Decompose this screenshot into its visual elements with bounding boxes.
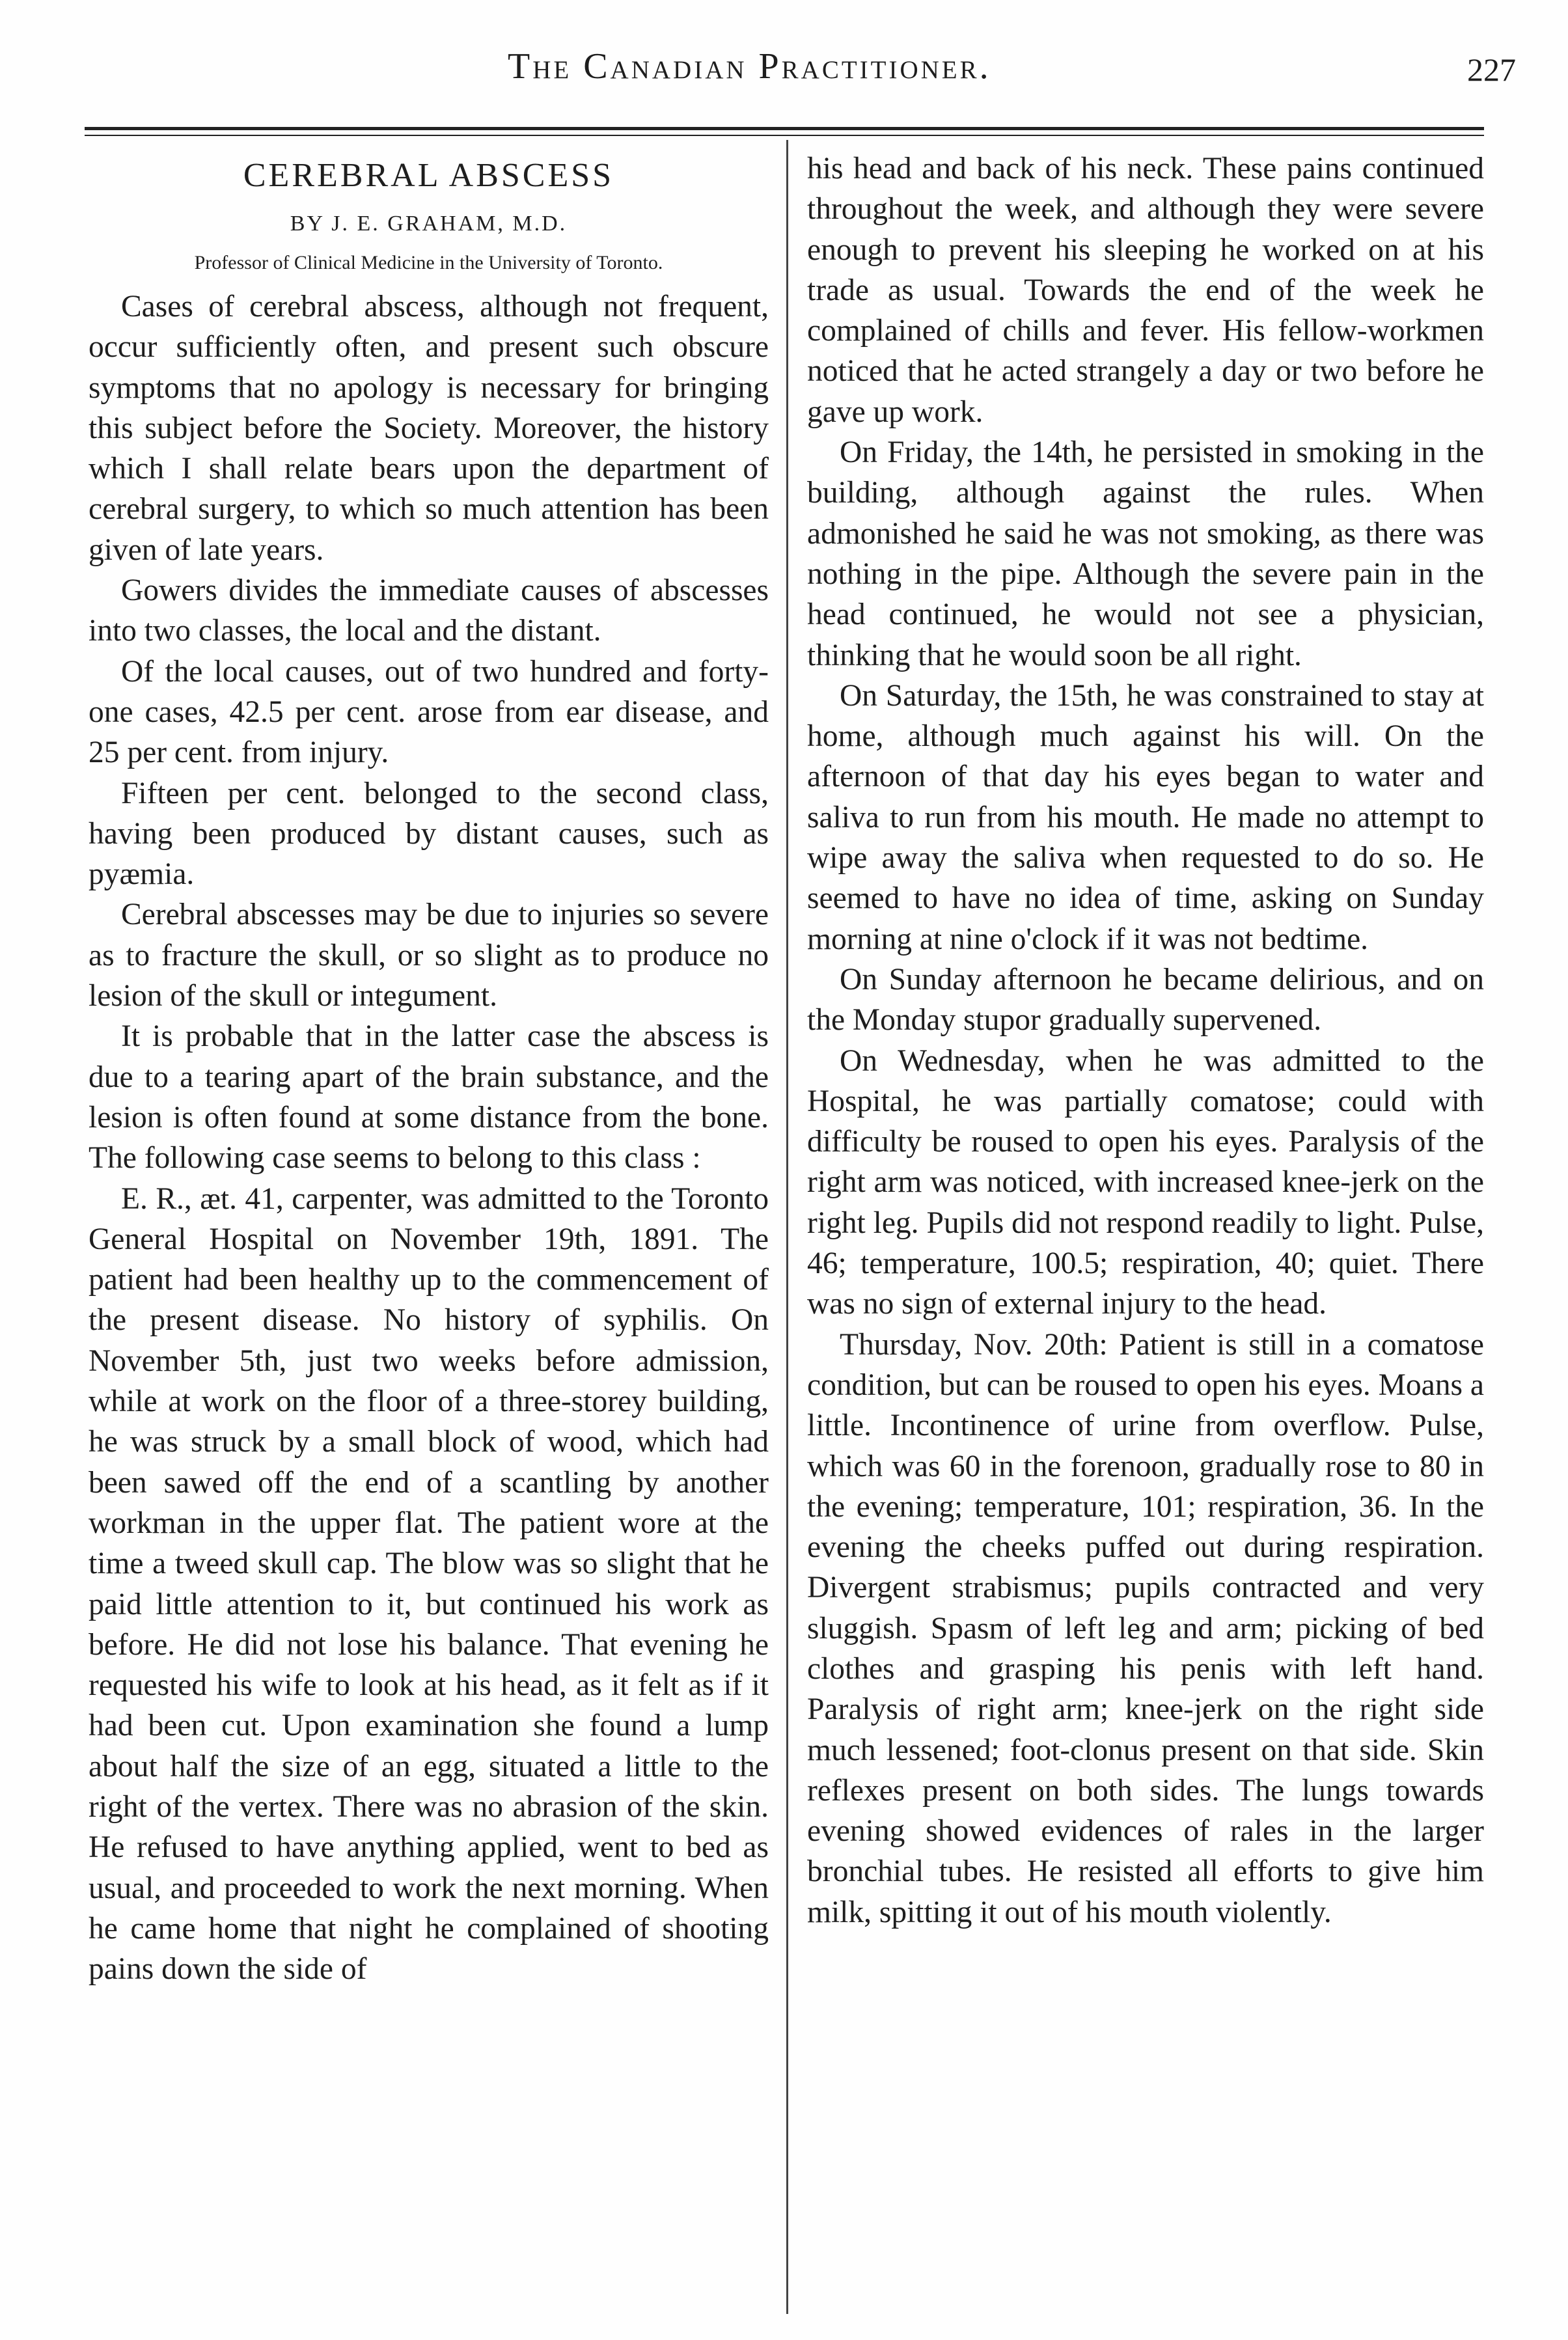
paragraph: On Sunday afternoon he became delirious, and on the Monday stupor gradually supervened.	[807, 962, 1484, 1038]
paragraph: Thursday, Nov. 20th: Patient is still in a comatose condition, but can be roused to open his eyes. Moans a little. Incontinence of urine from overflow. Pulse, which was 60 in the forenoon, gradually rose to 80 in the evening; temperature, 101; respiration, 36. In the evening the cheeks puffed out during respiration. Divergent strabismus; pupils contracted and very sluggish. Spasm of left leg and arm; picking of bed clothes and grasping his penis with left hand. Paralysis of right arm; knee-jerk on the right side much lessened; foot-clonus present on that side. Skin reflexes present on both sides. The lungs towards evening showed evidences of rales in the larger bronchial tubes. He resisted all efforts to give him milk, spitting it out of his mouth violently.	[807, 1327, 1484, 1929]
column-divider	[786, 140, 788, 2314]
paragraph: Fifteen per cent. belonged to the second class, having been produced by distant causes, such as pyæmia.	[89, 776, 769, 892]
header-rule-thin	[85, 135, 1484, 136]
paragraph: It is probable that in the latter case the abscess is due to a tearing apart of the brain substance, and the lesion is often found at some distance from the bone. The following case seems to belong to this class :	[89, 1019, 769, 1176]
paragraph: On Saturday, the 15th, he was constrained to stay at home, although much against his will. On the afternoon of that day his eyes began to water and saliva to run from his mouth. He made no attempt to wipe away the saliva when requested to do so. He seemed to have no idea of time, asking on Sunday morning at nine o'clock if it was not bedtime.	[807, 678, 1484, 956]
author-affiliation: Professor of Clinical Medicine in the University of Toronto.	[194, 252, 663, 273]
right-column	[807, 148, 1484, 1933]
page-number: 227	[1467, 51, 1516, 88]
paragraph: On Wednesday, when he was admitted to the Hospital, he was partially comatose; could with difficulty be roused to open his eyes. Paralysis of the right arm was noticed, with increased knee-jerk on the right leg. Pupils did not respond readily to light. Pulse, 46; temperature, 100.5; respiration, 40; quiet. There was no sign of external injury to the head.	[807, 1043, 1484, 1321]
article-title: CEREBRAL ABSCESS	[243, 157, 614, 194]
paragraph: Gowers divides the immediate causes of abscesses into two classes, the local and the distant.	[89, 573, 769, 648]
header-rule	[85, 127, 1484, 130]
paragraph: Cerebral abscesses may be due to injuries so severe as to fracture the skull, or so slight as to produce no lesion of the skull or integument.	[89, 898, 769, 1013]
paragraph-continued: his head and back of his neck. These pains continued throughout the week, and although they were severe enough to prevent his sleeping he worked on at his trade as usual. Towards the end of the week he complained of chills and fever. His fellow-workmen noticed that he acted strangely a day or two before he gave up work.	[807, 152, 1484, 429]
paragraph: E. R., æt. 41, carpenter, was admitted to the Toronto General Hospital on November 19th, 1891. The patient had been healthy up to the commencement of the present disease. No history of syphilis. On November 5th, just two weeks before admission, while at work on the floor of a three-storey building, he was struck by a small block of wood, which had been sawed off the end of a scantling by another workman in the upper flat. The patient wore at the time a tweed skull cap. The blow was so slight that he paid little attention to it, but continued his work as before. He did not lose his balance. That evening he requested his wife to look at his head, as it felt as if it had been cut. Upon examination she found a lump about half the size of an egg, situated a little to the right of the vertex. There was no abrasion of the skin. He refused to have anything applied, went to bed as usual, and proceeded to work the next morning. When he came home that night he complained of shooting pains down the side of	[89, 1181, 769, 1987]
paragraph: On Friday, the 14th, he persisted in smoking in the building, although against the rules. When admonished he said he was not smoking, as there was nothing in the pipe. Although the severe pain in the head continued, he would not see a physician, thinking that he would soon be all right.	[807, 435, 1484, 672]
paragraph: Of the local causes, out of two hundred and forty-one cases, 42.5 per cent. arose from ear disease, and 25 per cent. from injury.	[89, 654, 769, 770]
paragraph: Cases of cerebral abscess, although not frequent, occur sufficiently often, and present such obscure symptoms that no apology is necessary for bringing this subject before the Society. Moreover, the history which I shall relate bears upon the department of cerebral surgery, to which so much attention has been given of late years.	[89, 290, 769, 567]
article-byline: BY J. E. GRAHAM, M.D.	[290, 212, 568, 236]
running-head: The Canadian Practitioner.	[508, 46, 991, 87]
left-column	[89, 156, 769, 1989]
